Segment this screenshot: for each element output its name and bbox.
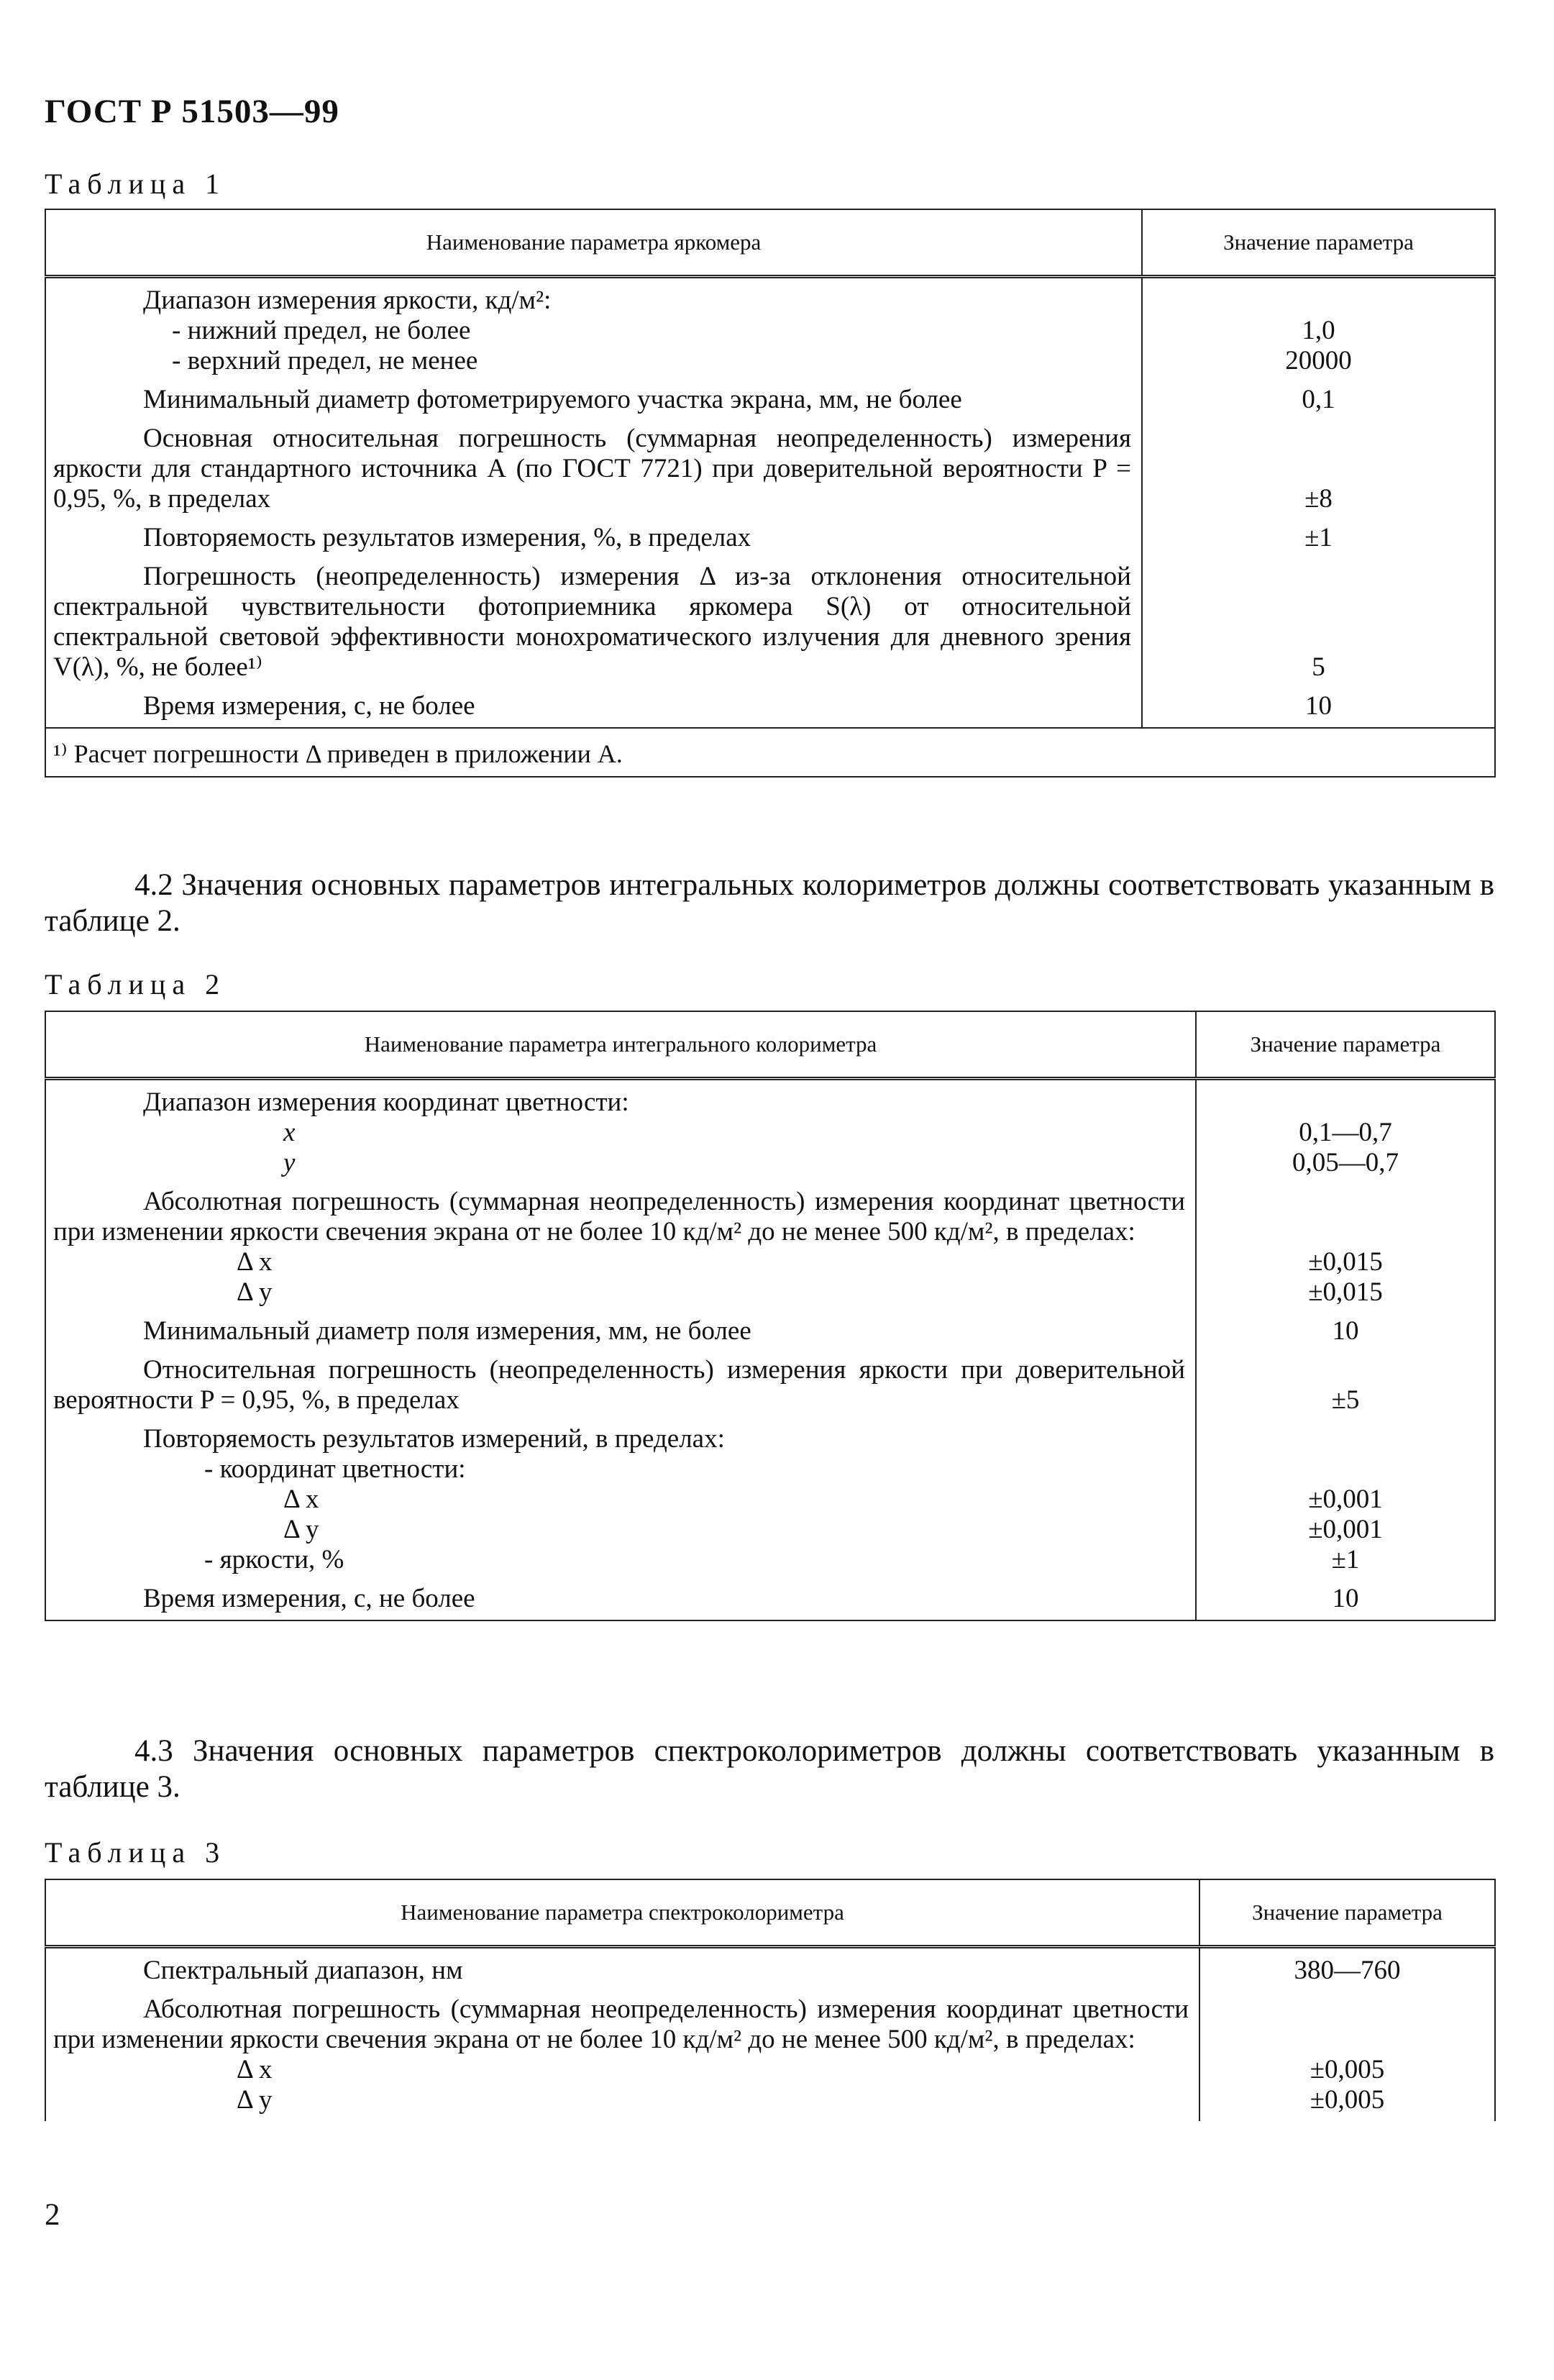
table2-header-name: Наименование параметра интегрального колориметра <box>45 1011 1196 1078</box>
table-row: Минимальный диаметр фотометрируемого участка экрана, мм, не более 0,1 <box>45 382 1495 421</box>
table-row: Основная относительная погрешность (суммарная неопределенность) измерения яркости для стандартного источника А (по ГОСТ 7721) при доверительной вероятности P = 0,95, %, в пределах ±8 <box>45 421 1495 520</box>
table-row: Абсолютная погрешность (суммарная неопределенность) измерения координат цветности при изменении яркости свечения экрана от не более 10 кд/м² до не менее 500 кд/м², в пределах: Δ x Δ y ±0,015 ±0,015 <box>45 1184 1495 1313</box>
table-row: Диапазон измерения координат цветности: x y 0,1—0,7 0,05—0,7 <box>45 1078 1495 1184</box>
table-row: Время измерения, с, не более 10 <box>45 1581 1495 1620</box>
table3-header-value: Значение параметра <box>1199 1879 1495 1946</box>
table1-caption: Таблица 1 <box>45 168 227 200</box>
table1-header-name: Наименование параметра яркомера <box>45 209 1142 276</box>
table1 <box>45 209 1496 778</box>
table2-caption: Таблица 2 <box>45 968 227 1000</box>
table2 <box>45 1011 1496 1621</box>
table-row: Относительная погрешность (неопределенность) измерения яркости при доверительной вероятности P = 0,95, %, в пределах ±5 <box>45 1352 1495 1421</box>
page-number: 2 <box>45 2198 60 2232</box>
table1-header-value: Значение параметра <box>1142 209 1495 276</box>
table-row: Повторяемость результатов измерения, %, в пределах ±1 <box>45 520 1495 559</box>
table-row: Время измерения, с, не более 10 <box>45 688 1495 728</box>
table3-caption: Таблица 3 <box>45 1836 227 1869</box>
table3 <box>45 1879 1496 2121</box>
paragraph-4-3: 4.3 Значения основных параметров спектроколориметров должны соответствовать указанным в таблице 3. <box>45 1734 1494 1804</box>
table3-header-name: Наименование параметра спектроколориметра <box>45 1879 1199 1946</box>
table-row: Спектральный диапазон, нм 380—760 <box>45 1946 1495 1992</box>
table-row: Диапазон измерения яркости, кд/м²: - нижний предел, не более - верхний предел, не менее 1,0 20000 <box>45 276 1495 382</box>
table-row: Абсолютная погрешность (суммарная неопределенность) измерения координат цветности при изменении яркости свечения экрана от не более 10 кд/м² до не менее 500 кд/м², в пределах: Δ x Δ y ±0,005 ±0,005 <box>45 1992 1495 2121</box>
table-row: Повторяемость результатов измерений, в пределах: - координат цветности: Δ x Δ y - яркости, % ±0,001 ±0,001 ±1 <box>45 1421 1495 1581</box>
document-code: ГОСТ Р 51503—99 <box>45 93 339 130</box>
paragraph-4-2: 4.2 Значения основных параметров интегральных колориметров должны соответствовать указанным в таблице 2. <box>45 868 1494 938</box>
table-row: Минимальный диаметр поля измерения, мм, не более 10 <box>45 1313 1495 1352</box>
table1-footnote: ¹⁾ Расчет погрешности Δ приведен в приложении А. <box>45 728 1495 777</box>
table2-header-value: Значение параметра <box>1196 1011 1495 1078</box>
table-row: Погрешность (неопределенность) измерения Δ из-за отклонения относительной спектральной чувствительности фотоприемника яркомера S(λ) от относительной спектральной световой эффективности монохроматического излучения для дневного зрения V(λ), %, не более¹⁾ 5 <box>45 559 1495 688</box>
